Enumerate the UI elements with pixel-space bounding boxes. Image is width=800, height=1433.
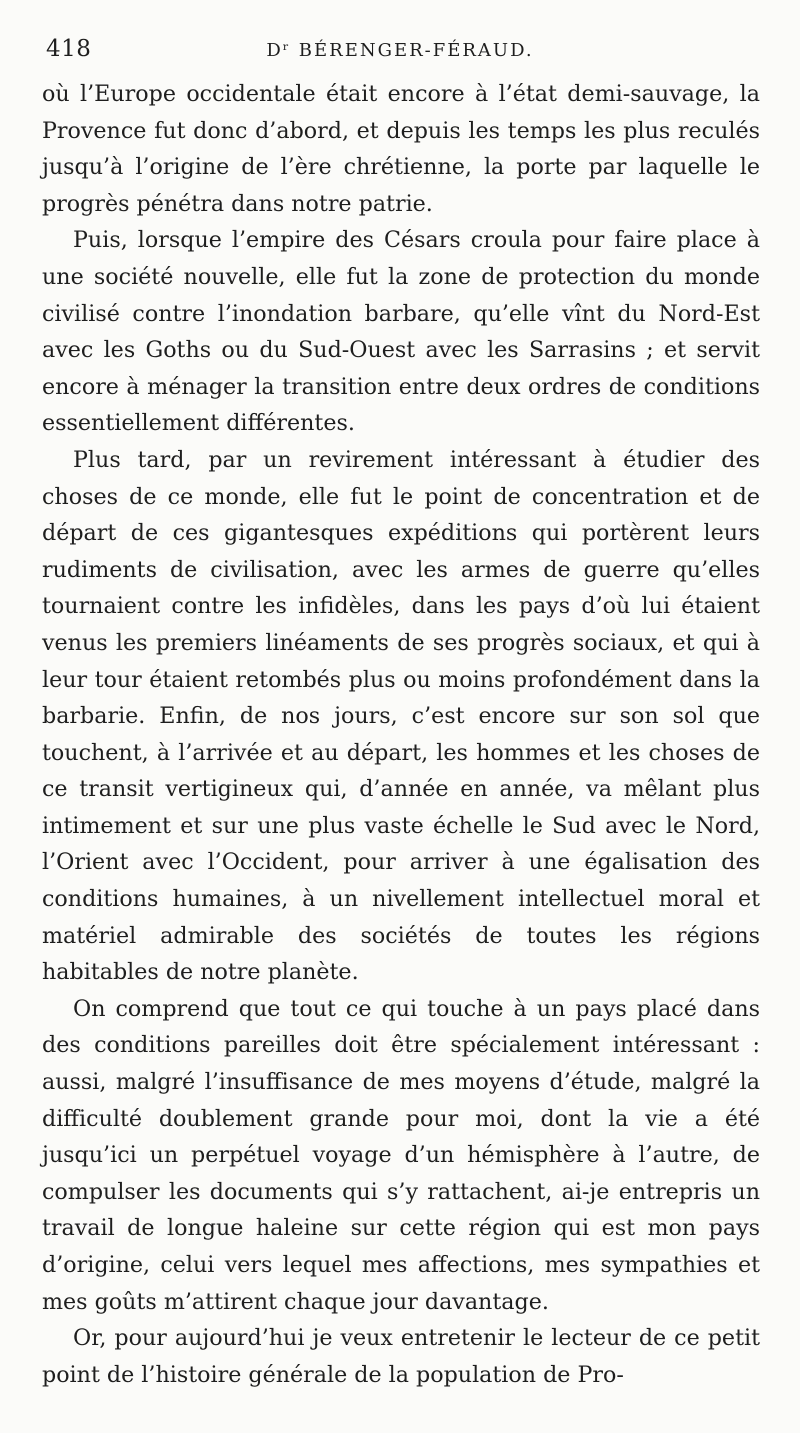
paragraph: On comprend que tout ce qui touche à un pays placé dans des conditions pareilles doit être spécialement intéressant : aussi, malgré l’insuffisance de mes moyens d’étude, malgré la difficulté doublement grande pour moi, dont la vie a été jusqu’ici un perpétuel voyage d’un hémisphère à l’autre, de compulser les documents qui s’y rattachent, ai-je entrepris un travail de longue haleine sur cette région qui est mon pays d’origine, celui vers lequel mes affections, mes sympathies et mes goûts m’attirent chaque jour davantage. <box>42 995 760 1315</box>
running-head: Dʳ BÉRENGER-FÉRAUD. <box>266 40 534 61</box>
paragraph: Puis, lorsque l’empire des Césars croula pour faire place à une société nouvelle, elle fut la zone de protection du monde civilisé contre l’inondation barbare, qu’elle vînt du Nord-Est avec les Goths ou du Sud-Ouest avec les Sarrasins ; et servit encore à ménager la transition entre deux ordres de conditions essentiellement différentes. <box>42 227 760 437</box>
body-text <box>42 76 760 1393</box>
paragraph: Plus tard, par un revirement intéressant à étudier des choses de ce monde, elle fut le point de concentration et de départ de ces gigantesques expéditions qui portèrent leurs rudiments de civilisation, avec les armes de guerre qu’elles tournaient contre les infidèles, dans les pays d’où lui étaient venus les premiers linéaments de ses progrès sociaux, et qui à leur tour étaient retombés plus ou moins profondément dans la barbarie. Enfin, de nos jours, c’est encore sur son sol que touchent, à l’arrivée et au départ, les hommes et les choses de ce transit vertigineux qui, d’année en année, va mêlant plus intimement et sur une plus vaste échelle le Sud avec le Nord, l’Orient avec l’Occident, pour arriver à une égalisation des conditions humaines, à un nivellement intellectuel moral et matériel admirable des sociétés de toutes les régions habitables de notre planète. <box>42 446 760 986</box>
paragraph: Or, pour aujourd’hui je veux entretenir le lecteur de ce petit point de l’histoire générale de la population de Pro- <box>42 1325 760 1388</box>
page-number: 418 <box>46 36 92 62</box>
paragraph-continuation: où l’Europe occidentale était encore à l’état demi-sauvage, la Provence fut donc d’abord, et depuis les temps les plus reculés jusqu’à l’origine de l’ère chrétienne, la porte par laquelle le progrès pénétra dans notre patrie. <box>42 81 760 217</box>
page-header <box>46 36 754 66</box>
